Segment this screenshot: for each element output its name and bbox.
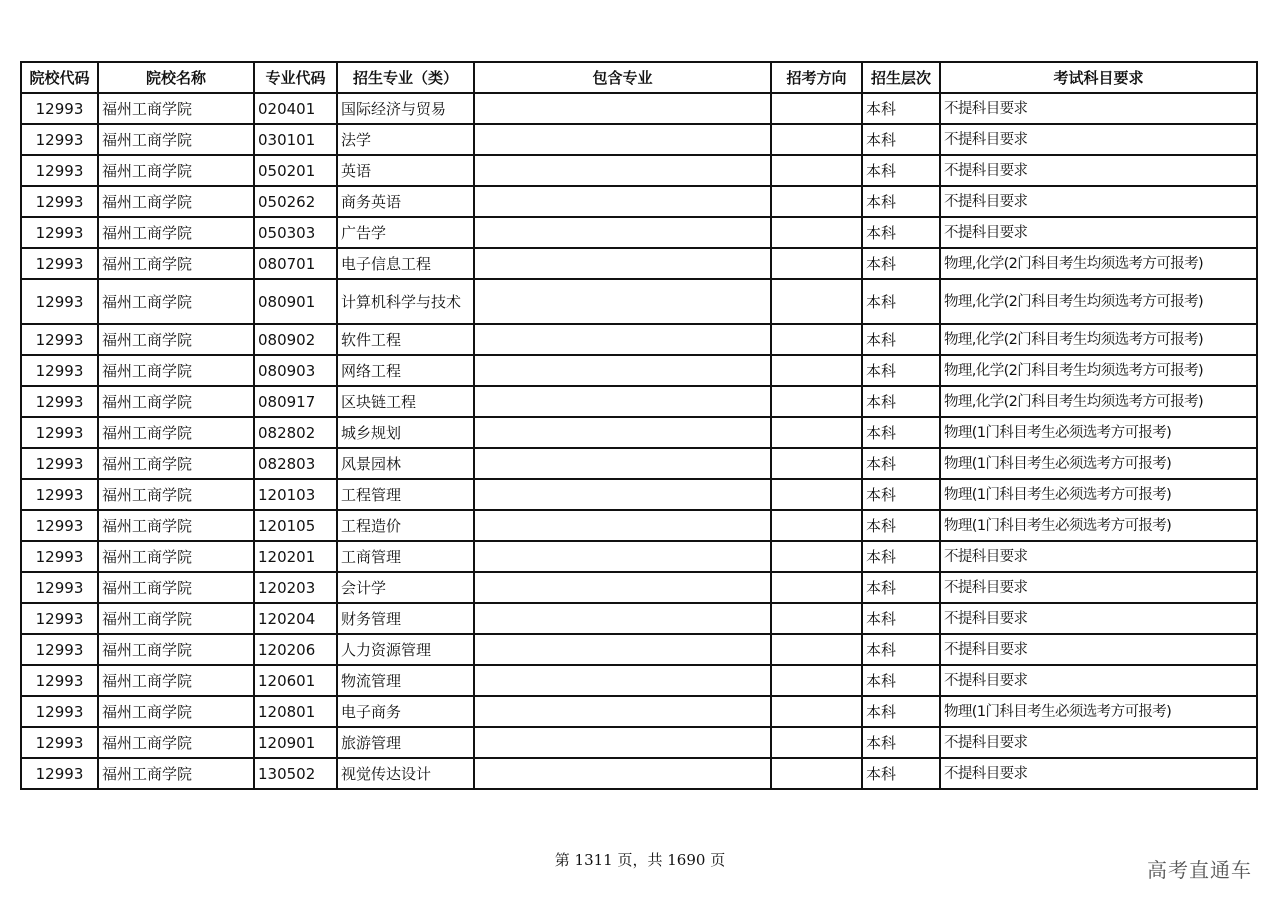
major-code-cell: 080903: [254, 355, 337, 386]
major-cell: 商务英语: [337, 186, 474, 217]
table-row: [21, 248, 1257, 279]
direction-cell: [771, 324, 862, 355]
school-name-cell: 福州工商学院: [98, 248, 254, 279]
school-code-cell: 12993: [21, 696, 98, 727]
level-cell: 本科: [862, 124, 940, 155]
included-majors-cell: [474, 634, 771, 665]
subject-requirement-cell: 不提科目要求: [940, 124, 1257, 155]
major-code-cell: 082803: [254, 448, 337, 479]
table-row: [21, 417, 1257, 448]
level-cell: 本科: [862, 665, 940, 696]
table-row: [21, 355, 1257, 386]
major-cell: 区块链工程: [337, 386, 474, 417]
page-number: 第 1311 页，共 1690 页: [554, 851, 726, 869]
table-row: [21, 124, 1257, 155]
school-name-cell: 福州工商学院: [98, 448, 254, 479]
school-name-cell: 福州工商学院: [98, 355, 254, 386]
school-name-cell: 福州工商学院: [98, 727, 254, 758]
major-cell: 工商管理: [337, 541, 474, 572]
subject-requirement-cell: 不提科目要求: [940, 186, 1257, 217]
school-code-cell: 12993: [21, 727, 98, 758]
major-cell: 广告学: [337, 217, 474, 248]
included-majors-cell: [474, 479, 771, 510]
school-name-cell: 福州工商学院: [98, 665, 254, 696]
major-code-cell: 080701: [254, 248, 337, 279]
col-header-major-code: 专业代码: [254, 62, 337, 93]
school-code-cell: 12993: [21, 634, 98, 665]
level-cell: 本科: [862, 696, 940, 727]
col-header-school-code: 院校代码: [21, 62, 98, 93]
major-code-cell: 120801: [254, 696, 337, 727]
table-row: [21, 186, 1257, 217]
major-code-cell: 050262: [254, 186, 337, 217]
major-cell: 会计学: [337, 572, 474, 603]
major-cell: 视觉传达设计: [337, 758, 474, 789]
direction-cell: [771, 217, 862, 248]
major-cell: 旅游管理: [337, 727, 474, 758]
major-cell: 电子商务: [337, 696, 474, 727]
direction-cell: [771, 386, 862, 417]
major-code-cell: 120105: [254, 510, 337, 541]
major-code-cell: 130502: [254, 758, 337, 789]
school-code-cell: 12993: [21, 217, 98, 248]
school-name-cell: 福州工商学院: [98, 572, 254, 603]
direction-cell: [771, 155, 862, 186]
school-code-cell: 12993: [21, 248, 98, 279]
level-cell: 本科: [862, 572, 940, 603]
table-row: [21, 541, 1257, 572]
level-cell: 本科: [862, 634, 940, 665]
major-code-cell: 020401: [254, 93, 337, 124]
level-cell: 本科: [862, 479, 940, 510]
major-cell: 计算机科学与技术: [337, 279, 474, 324]
school-code-cell: 12993: [21, 758, 98, 789]
subject-requirement-cell: 物理(1门科目考生必须选考方可报考): [940, 448, 1257, 479]
included-majors-cell: [474, 355, 771, 386]
major-cell: 工程造价: [337, 510, 474, 541]
subject-requirement-cell: 不提科目要求: [940, 572, 1257, 603]
table-row: [21, 510, 1257, 541]
subject-requirement-cell: 物理,化学(2门科目考生均须选考方可报考): [940, 386, 1257, 417]
subject-requirement-cell: 物理,化学(2门科目考生均须选考方可报考): [940, 279, 1257, 324]
watermark-text: 高考直通车: [1147, 858, 1252, 882]
school-name-cell: 福州工商学院: [98, 634, 254, 665]
school-code-cell: 12993: [21, 541, 98, 572]
included-majors-cell: [474, 758, 771, 789]
subject-requirement-cell: 不提科目要求: [940, 727, 1257, 758]
direction-cell: [771, 124, 862, 155]
major-code-cell: 050201: [254, 155, 337, 186]
major-code-cell: 030101: [254, 124, 337, 155]
col-header-subject-requirement: 考试科目要求: [940, 62, 1257, 93]
school-code-cell: 12993: [21, 603, 98, 634]
included-majors-cell: [474, 279, 771, 324]
level-cell: 本科: [862, 417, 940, 448]
included-majors-cell: [474, 727, 771, 758]
included-majors-cell: [474, 417, 771, 448]
school-name-cell: 福州工商学院: [98, 93, 254, 124]
major-code-cell: 120201: [254, 541, 337, 572]
table-row: [21, 696, 1257, 727]
major-cell: 工程管理: [337, 479, 474, 510]
included-majors-cell: [474, 696, 771, 727]
major-code-cell: 120206: [254, 634, 337, 665]
major-cell: 网络工程: [337, 355, 474, 386]
subject-requirement-cell: 物理(1门科目考生必须选考方可报考): [940, 479, 1257, 510]
major-cell: 人力资源管理: [337, 634, 474, 665]
direction-cell: [771, 572, 862, 603]
school-code-cell: 12993: [21, 93, 98, 124]
school-code-cell: 12993: [21, 324, 98, 355]
included-majors-cell: [474, 572, 771, 603]
school-code-cell: 12993: [21, 665, 98, 696]
table-row: [21, 93, 1257, 124]
direction-cell: [771, 186, 862, 217]
school-code-cell: 12993: [21, 386, 98, 417]
school-name-cell: 福州工商学院: [98, 603, 254, 634]
direction-cell: [771, 510, 862, 541]
level-cell: 本科: [862, 93, 940, 124]
direction-cell: [771, 448, 862, 479]
level-cell: 本科: [862, 217, 940, 248]
level-cell: 本科: [862, 279, 940, 324]
school-name-cell: 福州工商学院: [98, 124, 254, 155]
level-cell: 本科: [862, 155, 940, 186]
school-name-cell: 福州工商学院: [98, 417, 254, 448]
table-row: [21, 634, 1257, 665]
direction-cell: [771, 248, 862, 279]
school-name-cell: 福州工商学院: [98, 324, 254, 355]
major-cell: 英语: [337, 155, 474, 186]
major-code-cell: 080917: [254, 386, 337, 417]
level-cell: 本科: [862, 324, 940, 355]
direction-cell: [771, 279, 862, 324]
admissions-table: [20, 61, 1258, 790]
school-name-cell: 福州工商学院: [98, 541, 254, 572]
direction-cell: [771, 355, 862, 386]
school-name-cell: 福州工商学院: [98, 696, 254, 727]
table-row: [21, 603, 1257, 634]
school-code-cell: 12993: [21, 510, 98, 541]
level-cell: 本科: [862, 355, 940, 386]
direction-cell: [771, 541, 862, 572]
major-code-cell: 080902: [254, 324, 337, 355]
major-code-cell: 120203: [254, 572, 337, 603]
included-majors-cell: [474, 324, 771, 355]
included-majors-cell: [474, 541, 771, 572]
major-code-cell: 120601: [254, 665, 337, 696]
school-name-cell: 福州工商学院: [98, 186, 254, 217]
level-cell: 本科: [862, 603, 940, 634]
major-cell: 电子信息工程: [337, 248, 474, 279]
included-majors-cell: [474, 93, 771, 124]
school-name-cell: 福州工商学院: [98, 279, 254, 324]
subject-requirement-cell: 不提科目要求: [940, 217, 1257, 248]
level-cell: 本科: [862, 448, 940, 479]
direction-cell: [771, 93, 862, 124]
included-majors-cell: [474, 448, 771, 479]
direction-cell: [771, 665, 862, 696]
school-code-cell: 12993: [21, 186, 98, 217]
major-cell: 风景园林: [337, 448, 474, 479]
school-code-cell: 12993: [21, 155, 98, 186]
level-cell: 本科: [862, 386, 940, 417]
level-cell: 本科: [862, 248, 940, 279]
table-row: [21, 572, 1257, 603]
included-majors-cell: [474, 217, 771, 248]
subject-requirement-cell: 不提科目要求: [940, 93, 1257, 124]
col-header-direction: 招考方向: [771, 62, 862, 93]
direction-cell: [771, 479, 862, 510]
direction-cell: [771, 727, 862, 758]
table-row: [21, 279, 1257, 324]
level-cell: 本科: [862, 510, 940, 541]
included-majors-cell: [474, 665, 771, 696]
included-majors-cell: [474, 510, 771, 541]
subject-requirement-cell: 不提科目要求: [940, 634, 1257, 665]
direction-cell: [771, 417, 862, 448]
school-name-cell: 福州工商学院: [98, 479, 254, 510]
school-code-cell: 12993: [21, 417, 98, 448]
major-cell: 法学: [337, 124, 474, 155]
subject-requirement-cell: 不提科目要求: [940, 541, 1257, 572]
col-header-included-majors: 包含专业: [474, 62, 771, 93]
major-code-cell: 082802: [254, 417, 337, 448]
major-cell: 财务管理: [337, 603, 474, 634]
major-code-cell: 120901: [254, 727, 337, 758]
table-header-row: [21, 62, 1257, 93]
subject-requirement-cell: 不提科目要求: [940, 603, 1257, 634]
subject-requirement-cell: 物理,化学(2门科目考生均须选考方可报考): [940, 355, 1257, 386]
subject-requirement-cell: 物理,化学(2门科目考生均须选考方可报考): [940, 248, 1257, 279]
subject-requirement-cell: 不提科目要求: [940, 155, 1257, 186]
table-row: [21, 448, 1257, 479]
table-row: [21, 479, 1257, 510]
major-code-cell: 080901: [254, 279, 337, 324]
school-code-cell: 12993: [21, 572, 98, 603]
level-cell: 本科: [862, 186, 940, 217]
school-code-cell: 12993: [21, 448, 98, 479]
major-cell: 物流管理: [337, 665, 474, 696]
table-row: [21, 217, 1257, 248]
table-row: [21, 665, 1257, 696]
direction-cell: [771, 634, 862, 665]
included-majors-cell: [474, 186, 771, 217]
direction-cell: [771, 603, 862, 634]
table-row: [21, 324, 1257, 355]
major-code-cell: 120103: [254, 479, 337, 510]
school-name-cell: 福州工商学院: [98, 386, 254, 417]
included-majors-cell: [474, 124, 771, 155]
table-body: [21, 93, 1257, 789]
subject-requirement-cell: 不提科目要求: [940, 665, 1257, 696]
school-code-cell: 12993: [21, 279, 98, 324]
col-header-level: 招生层次: [862, 62, 940, 93]
table-row: [21, 386, 1257, 417]
school-name-cell: 福州工商学院: [98, 758, 254, 789]
table-row: [21, 155, 1257, 186]
level-cell: 本科: [862, 758, 940, 789]
col-header-school-name: 院校名称: [98, 62, 254, 93]
table-row: [21, 727, 1257, 758]
level-cell: 本科: [862, 541, 940, 572]
subject-requirement-cell: 物理,化学(2门科目考生均须选考方可报考): [940, 324, 1257, 355]
major-cell: 国际经济与贸易: [337, 93, 474, 124]
school-name-cell: 福州工商学院: [98, 155, 254, 186]
col-header-major: 招生专业（类）: [337, 62, 474, 93]
table-row: [21, 758, 1257, 789]
major-code-cell: 120204: [254, 603, 337, 634]
included-majors-cell: [474, 155, 771, 186]
school-code-cell: 12993: [21, 479, 98, 510]
major-cell: 城乡规划: [337, 417, 474, 448]
included-majors-cell: [474, 386, 771, 417]
subject-requirement-cell: 物理(1门科目考生必须选考方可报考): [940, 696, 1257, 727]
subject-requirement-cell: 不提科目要求: [940, 758, 1257, 789]
major-code-cell: 050303: [254, 217, 337, 248]
level-cell: 本科: [862, 727, 940, 758]
direction-cell: [771, 758, 862, 789]
included-majors-cell: [474, 603, 771, 634]
school-code-cell: 12993: [21, 355, 98, 386]
included-majors-cell: [474, 248, 771, 279]
school-code-cell: 12993: [21, 124, 98, 155]
direction-cell: [771, 696, 862, 727]
subject-requirement-cell: 物理(1门科目考生必须选考方可报考): [940, 417, 1257, 448]
school-name-cell: 福州工商学院: [98, 510, 254, 541]
subject-requirement-cell: 物理(1门科目考生必须选考方可报考): [940, 510, 1257, 541]
school-name-cell: 福州工商学院: [98, 217, 254, 248]
major-cell: 软件工程: [337, 324, 474, 355]
